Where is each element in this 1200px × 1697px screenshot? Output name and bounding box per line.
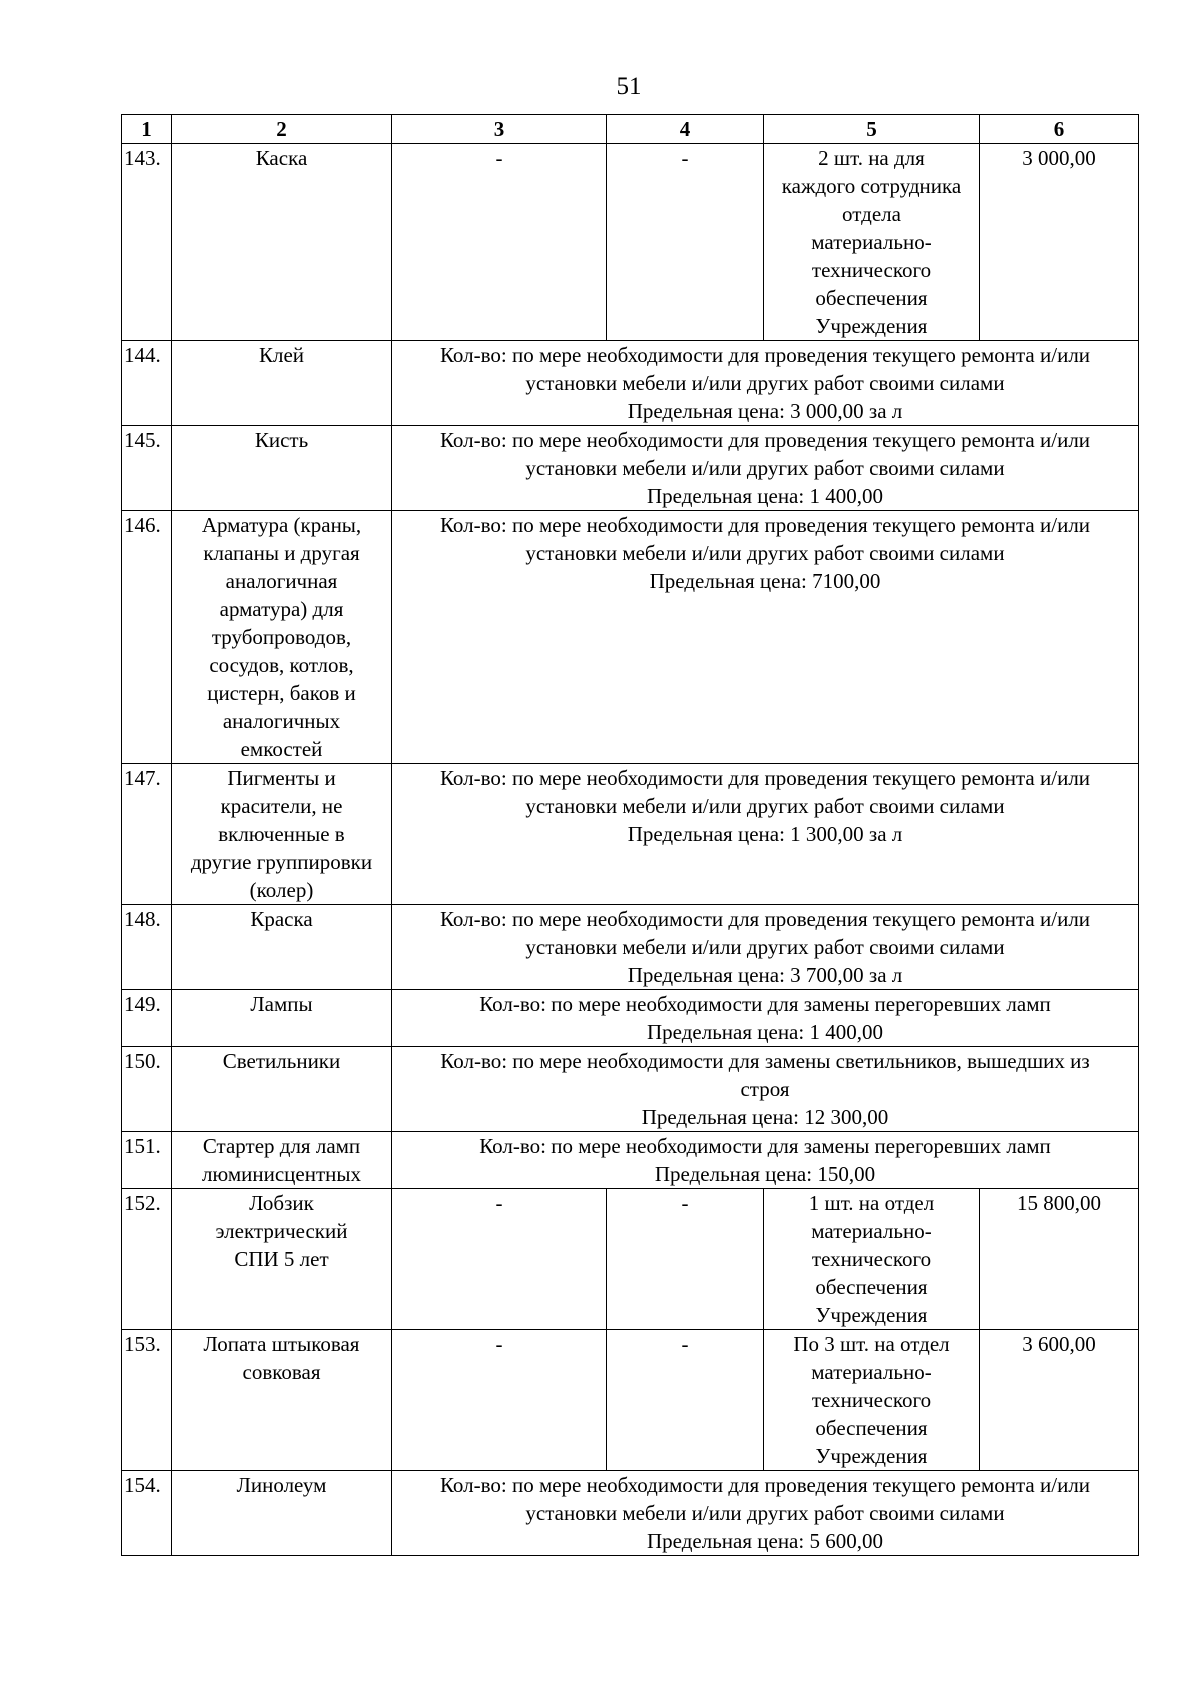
quantity-norm-line: материально-: [811, 1360, 932, 1384]
table-row: [122, 1047, 1139, 1132]
norm-line: строя: [740, 1077, 790, 1101]
norm-line: Кол-во: по мере необходимости для проведения текущего ремонта и/или: [439, 343, 1091, 367]
row-number: 145.: [122, 426, 172, 511]
norm-line: Кол-во: по мере необходимости для замены перегоревших ламп: [479, 992, 1051, 1016]
item-name-line: красители, не: [220, 794, 343, 818]
item-name: [172, 1047, 392, 1132]
table-row: [122, 1189, 1139, 1330]
norm-line: Кол-во: по мере необходимости для замены перегоревших ламп: [479, 1134, 1051, 1158]
column-4-value: -: [607, 1330, 764, 1471]
norm-line: установки мебели и/или других работ своими силами: [525, 371, 1005, 395]
item-name-line: Краска: [250, 907, 313, 931]
quantity-norm-line: материально-: [811, 230, 932, 254]
quantity-norm-line: Учреждения: [815, 1444, 928, 1468]
item-name-line: трубопроводов,: [211, 625, 352, 649]
norm-line: установки мебели и/или других работ своими силами: [525, 794, 1005, 818]
norm-line: Предельная цена: 3 700,00 за л: [627, 963, 903, 987]
table-row: [122, 1330, 1139, 1471]
row-number: 146.: [122, 511, 172, 764]
norm-line: установки мебели и/или других работ своими силами: [525, 1501, 1005, 1525]
item-name: [172, 144, 392, 341]
column-3-value: -: [392, 1189, 607, 1330]
item-name-line: сосудов, котлов,: [209, 653, 354, 677]
item-name-line: Пигменты и: [227, 766, 336, 790]
item-name-line: Кисть: [254, 428, 309, 452]
quantity-norm-line: обеспечения: [815, 1275, 928, 1299]
norm-line: Предельная цена: 5 600,00: [647, 1529, 883, 1553]
table-row: [122, 905, 1139, 990]
quantity-norm-line: материально-: [811, 1219, 932, 1243]
item-name-line: арматура) для: [219, 597, 344, 621]
quantity-norm-line: 2 шт. на для: [818, 146, 925, 170]
item-name-line: люминисцентных: [201, 1162, 362, 1186]
norm-description: [392, 905, 1139, 990]
column-4-value: -: [607, 144, 764, 341]
norm-line: Предельная цена: 3 000,00 за л: [627, 399, 903, 423]
table-row: [122, 144, 1139, 341]
row-number: 154.: [122, 1471, 172, 1556]
quantity-norm: [764, 1330, 980, 1471]
item-name-line: электрический: [215, 1219, 348, 1243]
row-number: 147.: [122, 764, 172, 905]
row-number: 150.: [122, 1047, 172, 1132]
item-name-line: Стартер для ламп: [202, 1134, 361, 1158]
item-name: [172, 426, 392, 511]
item-name-line: другие группировки: [190, 850, 373, 874]
item-name-line: Лопата штыковая: [203, 1332, 360, 1356]
quantity-norm-line: По 3 шт. на отдел: [793, 1332, 950, 1356]
column-header-4: 4: [607, 115, 764, 144]
norm-line: Предельная цена: 1 400,00: [647, 1020, 883, 1044]
row-number: 148.: [122, 905, 172, 990]
item-name-line: Лампы: [250, 992, 313, 1016]
norms-table: [121, 114, 1139, 1556]
item-name-line: (колер): [249, 878, 314, 902]
quantity-norm: [764, 144, 980, 341]
item-name-line: Линолеум: [236, 1473, 327, 1497]
norm-line: Предельная цена: 7100,00: [649, 569, 881, 593]
table-row: [122, 511, 1139, 764]
row-number: 149.: [122, 990, 172, 1047]
norm-line: Кол-во: по мере необходимости для проведения текущего ремонта и/или: [439, 907, 1091, 931]
item-name-line: СПИ 5 лет: [234, 1247, 329, 1271]
item-name-line: совковая: [242, 1360, 321, 1384]
table-row: [122, 764, 1139, 905]
norm-line: установки мебели и/или других работ своими силами: [525, 456, 1005, 480]
quantity-norm-line: Учреждения: [815, 1303, 928, 1327]
item-name-line: Клей: [258, 343, 305, 367]
norm-description: [392, 1132, 1139, 1189]
item-name-line: клапаны и другая: [203, 541, 360, 565]
item-name-line: аналогичная: [225, 569, 338, 593]
quantity-norm: [764, 1189, 980, 1330]
row-number: 143.: [122, 144, 172, 341]
table-row: [122, 990, 1139, 1047]
price-value: 3 600,00: [980, 1330, 1139, 1471]
item-name: [172, 1471, 392, 1556]
quantity-norm-line: отдела: [842, 202, 901, 226]
item-name: [172, 764, 392, 905]
column-header-1: 1: [122, 115, 172, 144]
row-number: 152.: [122, 1189, 172, 1330]
item-name-line: цистерн, баков и: [207, 681, 356, 705]
item-name-line: Светильники: [222, 1049, 341, 1073]
norm-line: Кол-во: по мере необходимости для проведения текущего ремонта и/или: [439, 513, 1091, 537]
item-name-line: Каска: [255, 146, 308, 170]
header-row: [122, 115, 1139, 144]
page-number: 51: [616, 73, 642, 100]
table-row: [122, 341, 1139, 426]
table-row: [122, 1471, 1139, 1556]
norm-line: Кол-во: по мере необходимости для замены светильников, вышедших из: [440, 1049, 1090, 1073]
norm-line: Кол-во: по мере необходимости для проведения текущего ремонта и/или: [439, 1473, 1091, 1497]
quantity-norm-line: технического: [811, 258, 932, 282]
column-header-5: 5: [764, 115, 980, 144]
quantity-norm-line: 1 шт. на отдел: [808, 1191, 935, 1215]
column-3-value: -: [392, 144, 607, 341]
item-name: [172, 905, 392, 990]
norm-line: Предельная цена: 1 300,00 за л: [627, 822, 903, 846]
item-name: [172, 1132, 392, 1189]
item-name: [172, 511, 392, 764]
norm-line: Предельная цена: 1 400,00: [647, 484, 883, 508]
norm-description: [392, 511, 1139, 764]
column-4-value: -: [607, 1189, 764, 1330]
norm-description: [392, 764, 1139, 905]
norm-line: Кол-во: по мере необходимости для проведения текущего ремонта и/или: [439, 766, 1091, 790]
table-body: [122, 144, 1139, 1556]
item-name: [172, 1189, 392, 1330]
norm-description: [392, 1471, 1139, 1556]
column-header-3: 3: [392, 115, 607, 144]
norm-description: [392, 426, 1139, 511]
item-name-line: Лобзик: [249, 1191, 314, 1215]
row-number: 153.: [122, 1330, 172, 1471]
quantity-norm-line: Учреждения: [815, 314, 928, 338]
quantity-norm-line: обеспечения: [815, 1416, 928, 1440]
item-name: [172, 341, 392, 426]
norm-description: [392, 341, 1139, 426]
norm-description: [392, 990, 1139, 1047]
norm-line: Предельная цена: 12 300,00: [641, 1105, 889, 1129]
norm-line: Предельная цена: 150,00: [654, 1162, 876, 1186]
price-value: 15 800,00: [980, 1189, 1139, 1330]
table-row: [122, 1132, 1139, 1189]
column-header-6: 6: [980, 115, 1139, 144]
item-name: [172, 990, 392, 1047]
table-row: [122, 426, 1139, 511]
item-name: [172, 1330, 392, 1471]
quantity-norm-line: обеспечения: [815, 286, 928, 310]
item-name-line: емкостей: [240, 737, 323, 761]
quantity-norm-line: технического: [811, 1388, 932, 1412]
norm-line: Кол-во: по мере необходимости для проведения текущего ремонта и/или: [439, 428, 1091, 452]
quantity-norm-line: технического: [811, 1247, 932, 1271]
column-header-2: 2: [172, 115, 392, 144]
norm-line: установки мебели и/или других работ своими силами: [525, 935, 1005, 959]
row-number: 144.: [122, 341, 172, 426]
item-name-line: включенные в: [218, 822, 345, 846]
column-3-value: -: [392, 1330, 607, 1471]
item-name-line: Арматура (краны,: [201, 513, 362, 537]
price-value: 3 000,00: [980, 144, 1139, 341]
row-number: 151.: [122, 1132, 172, 1189]
quantity-norm-line: каждого сотрудника: [781, 174, 962, 198]
item-name-line: аналогичных: [222, 709, 341, 733]
norm-description: [392, 1047, 1139, 1132]
norm-line: установки мебели и/или других работ своими силами: [525, 541, 1005, 565]
